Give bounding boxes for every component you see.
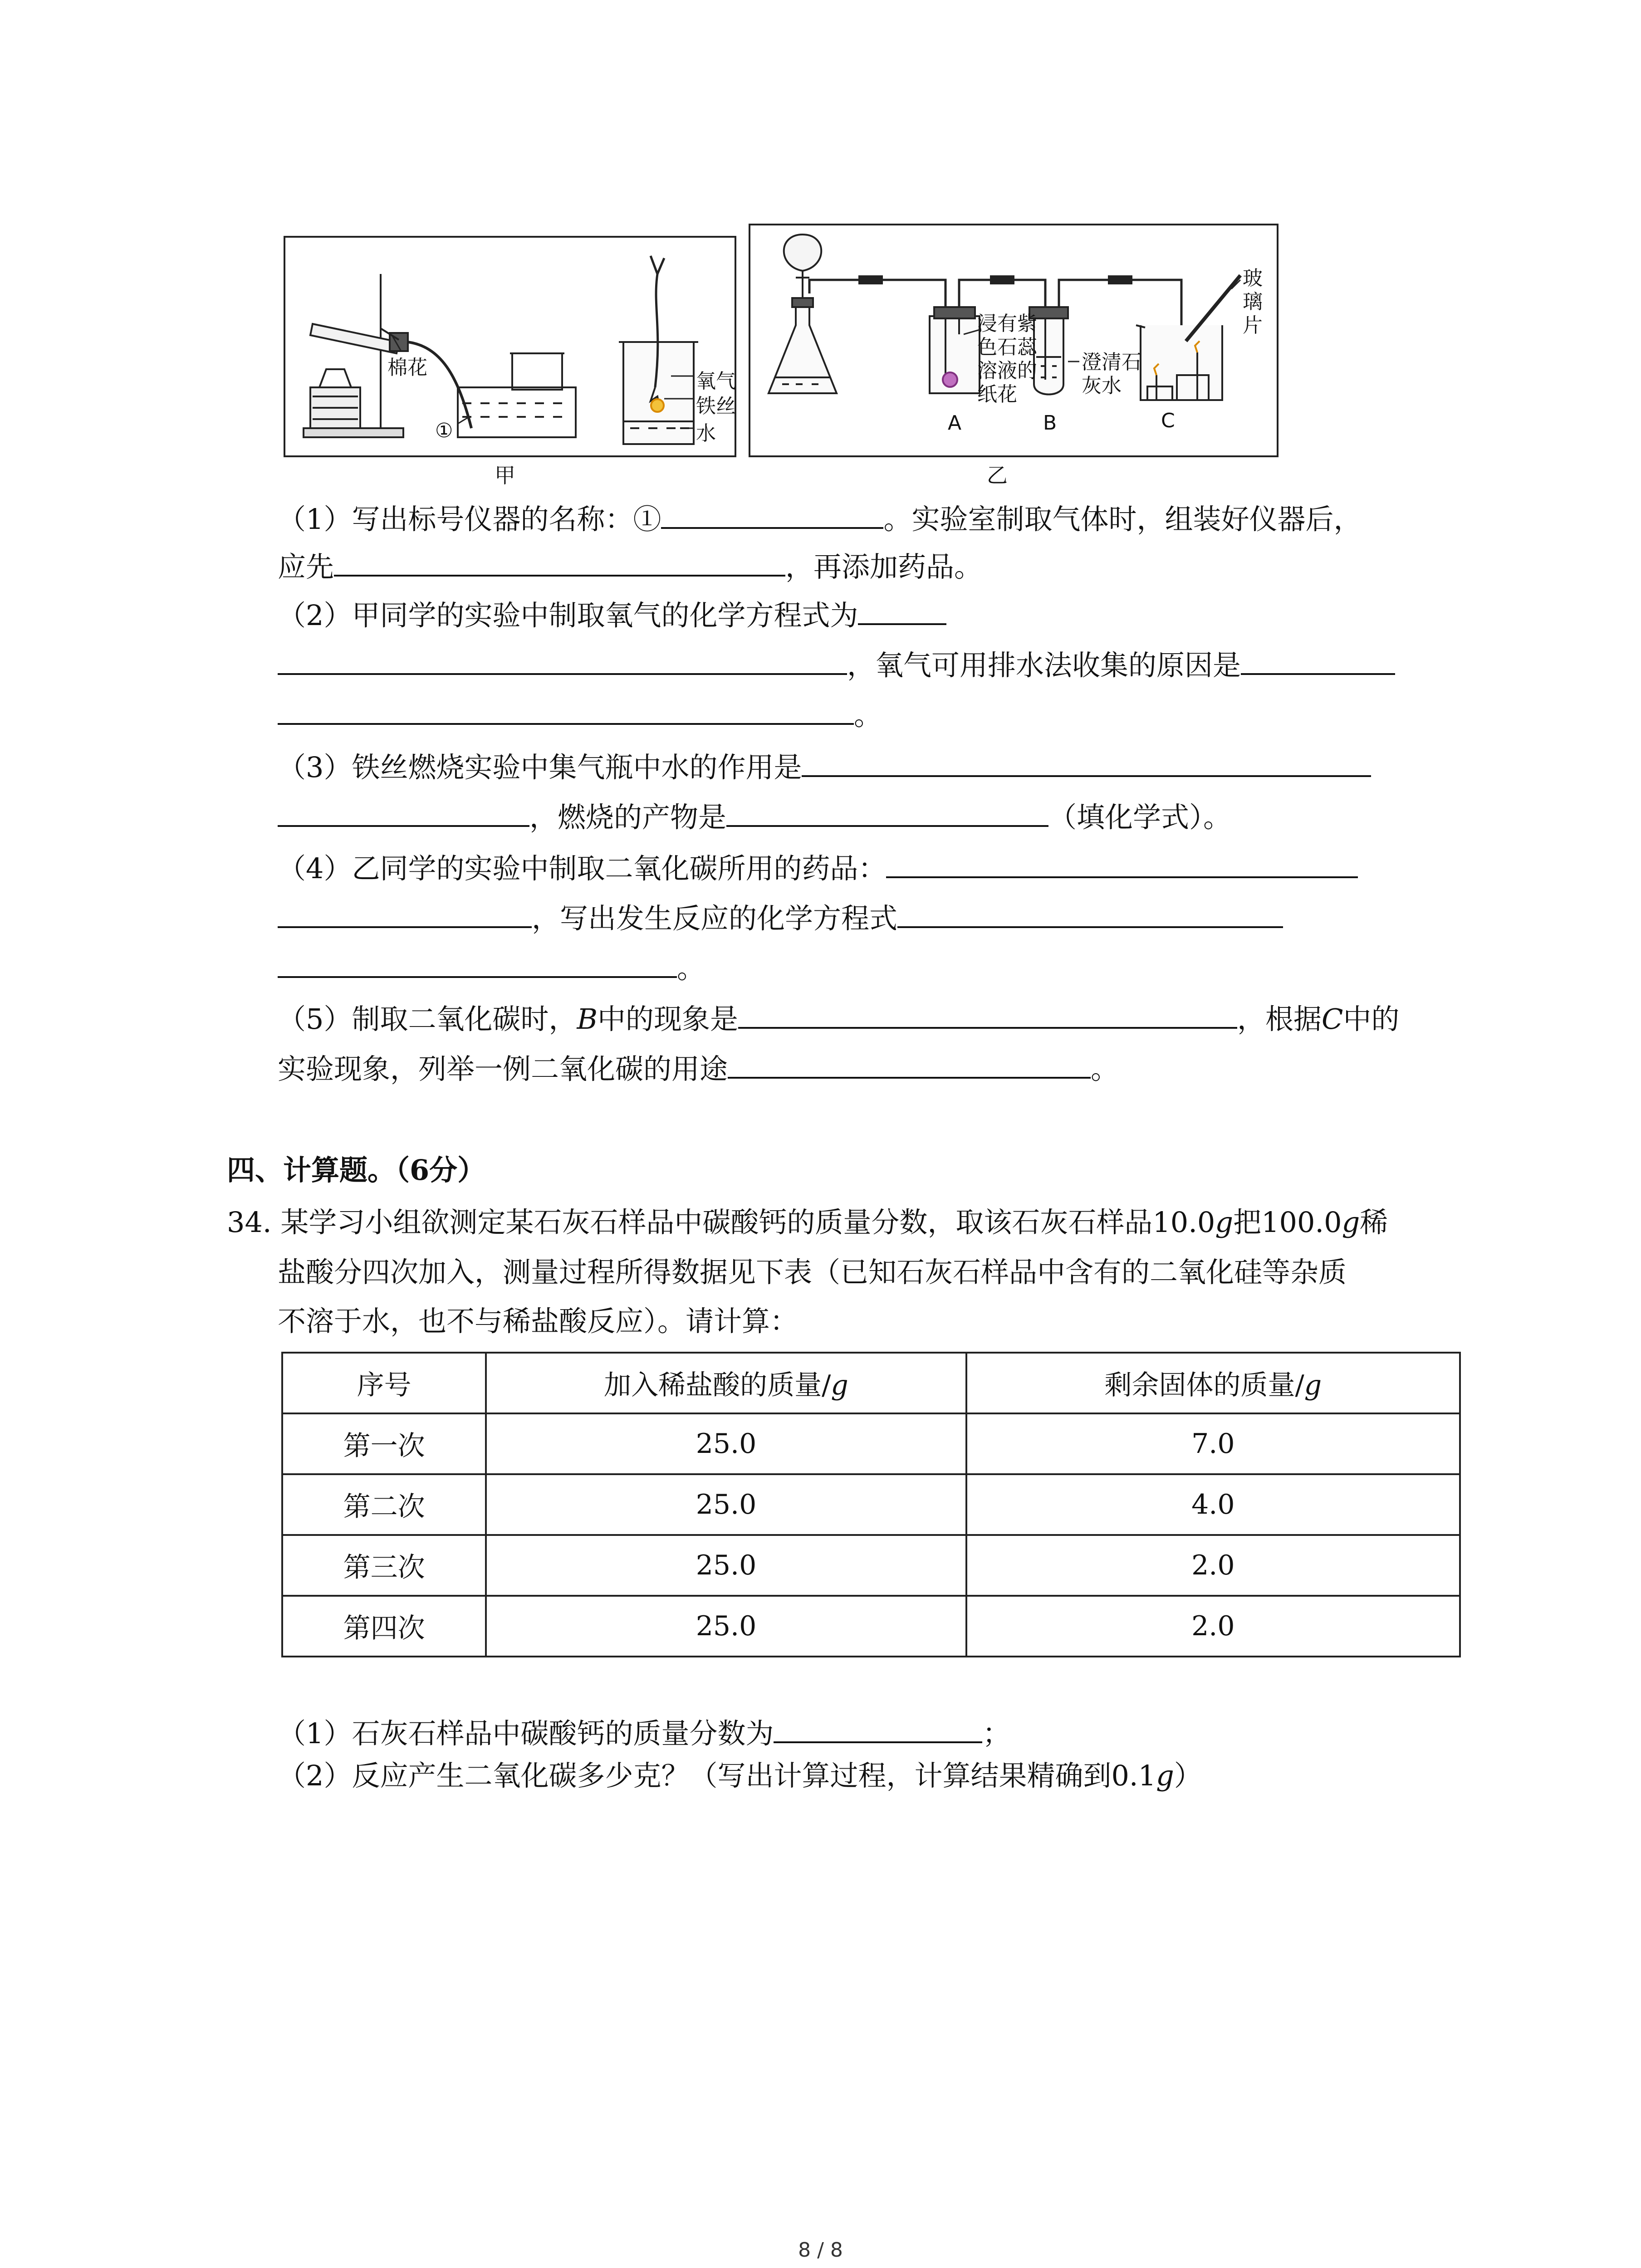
label-oxygen: 氧气 bbox=[696, 370, 736, 393]
q34-sub1-text: （1）石灰石样品中碳酸钙的质量分数为 bbox=[278, 1717, 774, 1750]
q1-text-c: 应先 bbox=[278, 550, 334, 583]
q2-line1 bbox=[278, 594, 946, 634]
label-C: C bbox=[1161, 409, 1175, 432]
data-table bbox=[281, 1352, 1461, 1657]
q1-blank-first-step[interactable] bbox=[334, 546, 785, 577]
label-lime-1: 澄清石 bbox=[1082, 351, 1141, 374]
label-litmus-2: 色石蕊 bbox=[977, 336, 1037, 359]
table-row bbox=[282, 1535, 1460, 1596]
label-circle-1: ① bbox=[435, 419, 453, 442]
label-A: A bbox=[948, 411, 962, 435]
q2-blank-reason-cont[interactable] bbox=[278, 694, 854, 725]
q34-text-c: 稀 bbox=[1360, 1206, 1388, 1239]
q34-sub2-unit: g bbox=[1156, 1759, 1174, 1792]
q5-blank-use[interactable] bbox=[728, 1048, 1091, 1079]
q3-line1 bbox=[278, 746, 1371, 786]
label-glass-2: 璃 bbox=[1243, 290, 1263, 313]
q34-sub2 bbox=[278, 1758, 1202, 1794]
q4-line2 bbox=[278, 897, 1283, 937]
q5-text-a: （5）制取二氧化碳时， bbox=[278, 1002, 577, 1036]
q5-text-b: 中的现象是 bbox=[598, 1002, 739, 1036]
table-cell: 25.0 bbox=[486, 1596, 966, 1657]
figure-jia bbox=[284, 236, 736, 457]
q34-blank-mass-fraction[interactable] bbox=[774, 1712, 982, 1743]
q1-blank-instrument[interactable] bbox=[661, 498, 883, 529]
apparatus-jia-drawing bbox=[285, 238, 735, 455]
label-lime-2: 灰水 bbox=[1082, 374, 1122, 397]
q5-text-e: 实验现象，列举一例二氧化碳的用途 bbox=[278, 1052, 728, 1085]
table-row bbox=[282, 1596, 1460, 1657]
label-litmus-1: 浸有紫 bbox=[977, 312, 1037, 335]
q4-blank-equation-cont[interactable] bbox=[278, 947, 677, 978]
table-cell: 25.0 bbox=[486, 1535, 966, 1596]
q5-line2 bbox=[278, 1048, 1119, 1087]
q2-blank-reason[interactable] bbox=[1241, 644, 1395, 675]
label-litmus-3: 溶液的 bbox=[977, 359, 1037, 382]
q1-text-a: （1）写出标号仪器的名称：① bbox=[278, 503, 661, 536]
q4-line3 bbox=[278, 947, 705, 987]
table-header-cell: 加入稀盐酸的质量/g bbox=[486, 1353, 966, 1413]
table-cell: 2.0 bbox=[966, 1535, 1460, 1596]
q5-var-C: C bbox=[1322, 1002, 1343, 1036]
q4-blank-reagents-cont[interactable] bbox=[278, 897, 532, 928]
q34-sub1 bbox=[278, 1712, 1010, 1752]
label-glass-3: 片 bbox=[1243, 314, 1263, 337]
q3-text-c: （填化学式）。 bbox=[1048, 801, 1232, 834]
q3-blank-water-role[interactable] bbox=[802, 746, 1371, 777]
caption-yi: 乙 bbox=[987, 463, 1008, 488]
q5-var-B: B bbox=[577, 1002, 598, 1036]
table-cell: 25.0 bbox=[486, 1474, 966, 1535]
label-litmus-4: 纸花 bbox=[977, 383, 1017, 406]
q5-line1 bbox=[278, 998, 1400, 1037]
q3-blank-product[interactable] bbox=[726, 796, 1048, 827]
table-row bbox=[282, 1413, 1460, 1474]
table-cell: 7.0 bbox=[966, 1413, 1460, 1474]
q1-text-b: 。实验室制取气体时，组装好仪器后， bbox=[883, 503, 1362, 536]
q1-text-d: ，再添加药品。 bbox=[785, 550, 983, 583]
page-number: 8 / 8 bbox=[798, 2239, 843, 2262]
q4-blank-equation[interactable] bbox=[897, 897, 1283, 928]
table-header-row bbox=[282, 1353, 1460, 1413]
label-iron-wire: 铁丝 bbox=[696, 395, 736, 418]
q2-blank-equation[interactable] bbox=[278, 644, 847, 675]
section-title: 四、计算题。（6分） bbox=[227, 1154, 486, 1187]
q2-text-b: ，氧气可用排水法收集的原因是 bbox=[847, 649, 1241, 682]
q34-unit-1: g bbox=[1215, 1206, 1234, 1239]
label-B: B bbox=[1043, 411, 1057, 435]
q34-line3: 不溶于水，也不与稀盐酸反应）。请计算： bbox=[278, 1305, 798, 1338]
table-header-cell: 序号 bbox=[282, 1353, 486, 1413]
table-cell: 第三次 bbox=[282, 1535, 486, 1596]
label-glass-1: 玻 bbox=[1243, 267, 1263, 290]
q34-sub2-end: ） bbox=[1174, 1759, 1202, 1792]
q34-number: 34. bbox=[227, 1206, 272, 1239]
q2-text-a: （2）甲同学的实验中制取氧气的化学方程式为 bbox=[278, 599, 858, 632]
table-cell: 25.0 bbox=[486, 1413, 966, 1474]
table-header-cell: 剩余固体的质量/g bbox=[966, 1353, 1460, 1413]
q3-line2 bbox=[278, 796, 1231, 836]
q34-text-b: 把100.0 bbox=[1233, 1206, 1342, 1239]
q4-blank-reagents[interactable] bbox=[886, 847, 1358, 878]
table-cell: 4.0 bbox=[966, 1474, 1460, 1535]
q1-line1 bbox=[278, 498, 1362, 538]
caption-jia: 甲 bbox=[495, 463, 515, 488]
q34-line1 bbox=[227, 1204, 1388, 1241]
q34-sub2-text: （2）反应产生二氧化碳多少克？（写出计算过程，计算结果精确到0.1 bbox=[278, 1759, 1156, 1792]
label-water: 水 bbox=[696, 422, 716, 445]
q34-text-a: 某学习小组欲测定某石灰石样品中碳酸钙的质量分数，取该石灰石样品10.0 bbox=[280, 1206, 1215, 1239]
table-cell: 第二次 bbox=[282, 1474, 486, 1535]
q5-text-d: 中的 bbox=[1343, 1002, 1400, 1036]
table-row bbox=[282, 1474, 1460, 1535]
q2-blank-equation-start[interactable] bbox=[858, 594, 946, 625]
table-cell: 第四次 bbox=[282, 1596, 486, 1657]
q4-text-a: （4）乙同学的实验中制取二氧化碳所用的药品： bbox=[278, 852, 887, 885]
q5-text-f: 。 bbox=[1091, 1052, 1119, 1085]
q3-text-b: ，燃烧的产物是 bbox=[529, 801, 727, 834]
q4-text-b: ，写出发生反应的化学方程式 bbox=[532, 902, 898, 935]
table-cell: 第一次 bbox=[282, 1413, 486, 1474]
q2-text-c: 。 bbox=[854, 699, 882, 732]
label-cotton: 棉花 bbox=[387, 356, 427, 379]
figure-yi bbox=[749, 224, 1279, 457]
q4-text-c: 。 bbox=[677, 952, 705, 985]
q2-line3 bbox=[278, 694, 882, 733]
q3-blank-water-role-cont[interactable] bbox=[278, 796, 529, 827]
q1-line2 bbox=[278, 546, 982, 585]
q34-sub1-end: ； bbox=[982, 1717, 1011, 1750]
q4-line1 bbox=[278, 847, 1358, 887]
q5-blank-phenomenon[interactable] bbox=[738, 998, 1237, 1029]
q34-line2: 盐酸分四次加入，测量过程所得数据见下表（已知石灰石样品中含有的二氧化硅等杂质 bbox=[278, 1256, 1347, 1289]
q3-text-a: （3）铁丝燃烧实验中集气瓶中水的作用是 bbox=[278, 751, 802, 784]
q2-line2 bbox=[278, 644, 1395, 684]
table-cell: 2.0 bbox=[966, 1596, 1460, 1657]
q5-text-c: ，根据 bbox=[1237, 1002, 1322, 1036]
q34-unit-2: g bbox=[1342, 1206, 1360, 1239]
